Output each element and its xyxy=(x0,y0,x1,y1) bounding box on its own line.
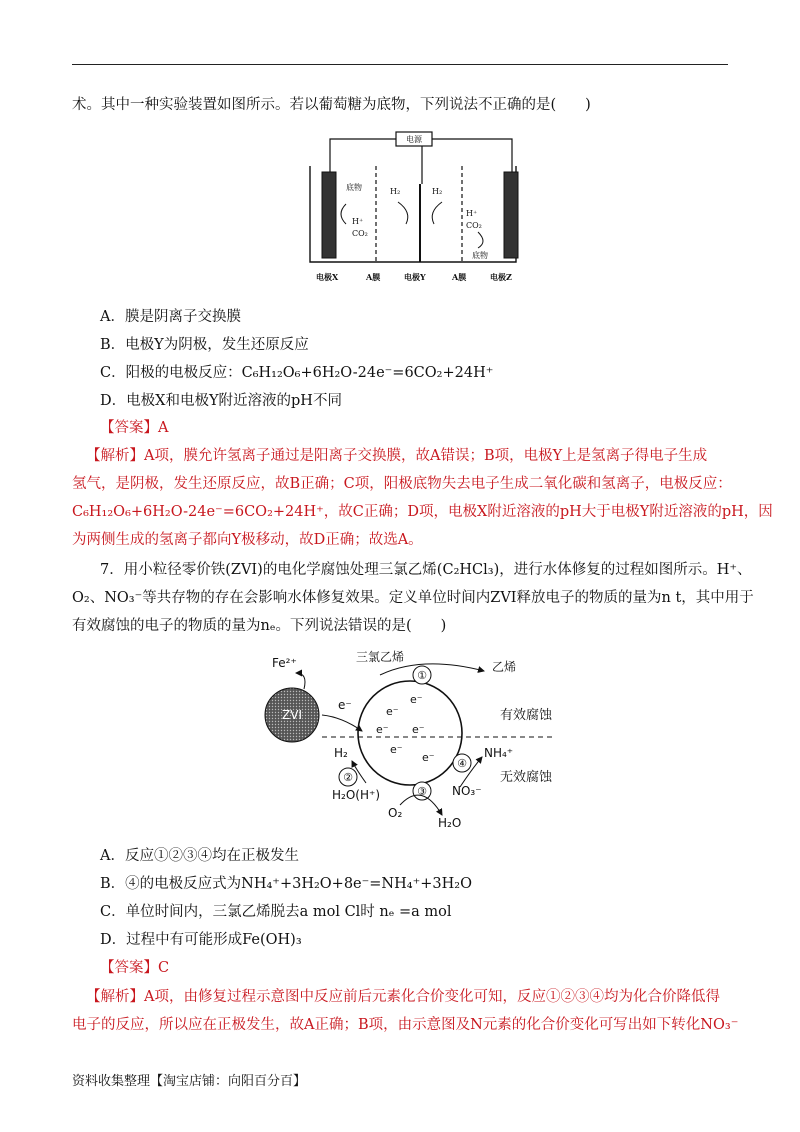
q6-option-c: C．阳极的电极反应：C₆H₁₂O₆+6H₂O-24e⁻=6CO₂+24H⁺ xyxy=(100,365,494,381)
ineffective-label: 无效腐蚀 xyxy=(500,770,553,785)
nh4-label: NH₄⁺ xyxy=(484,746,514,760)
electron-2: e⁻ xyxy=(410,693,423,706)
electron-path: e⁻ xyxy=(338,698,352,712)
q7-zvi-figure xyxy=(262,645,562,831)
q7-analysis-line-2: 电子的反应，所以应在正极发生，故A正确；B项，由示意图及N元素的化合价变化可写出如下转化NO₃⁻ xyxy=(72,1017,739,1033)
q7-stem-line-1: 7．用小粒径零价铁(ZVI)的电化学腐蚀处理三氯乙烯(C₂HCl₃)，进行水体修复的过程如图所示。H⁺、 xyxy=(100,562,752,578)
q6-stem: 术。其中一种实验装置如图所示。若以葡萄糖为底物，下列说法不正确的是( ) xyxy=(72,97,591,113)
h-plus-left: H⁺ xyxy=(352,217,364,226)
q6-analysis-line-4: 为两侧生成的氢离子都向Y极移动，故D正确；故选A。 xyxy=(72,532,423,548)
ethylene-label: 乙烯 xyxy=(492,660,517,674)
q6-analysis-line-3: C₆H₁₂O₆+6H₂O-24e⁻=6CO₂+24H⁺，故C正确；D项，电极X附近溶液的pH大于电极Y附近溶液的pH，因 xyxy=(72,504,773,520)
h2o-label: H₂O xyxy=(438,816,462,830)
circle-1: ① xyxy=(417,669,427,682)
electron-3: e⁻ xyxy=(376,723,389,736)
q7-stem-line-3: 有效腐蚀的电子的物质的量为nₑ。下列说法错误的是( ) xyxy=(72,618,447,634)
q6-option-a: A．膜是阴离子交换膜 xyxy=(100,309,241,325)
substrate-right: 底物 xyxy=(472,251,488,260)
substrate-left: 底物 xyxy=(346,183,362,192)
label-electrode-x: 电极X xyxy=(316,272,339,282)
tce-label: 三氯乙烯 xyxy=(356,650,405,664)
h2-right: H₂ xyxy=(432,187,443,196)
q6-electrolysis-figure xyxy=(302,124,524,286)
q7-option-b: B．④的电极反应式为NH₄⁺+3H₂O+8e⁻=NH₄⁺+3H₂O xyxy=(100,876,472,892)
effective-label: 有效腐蚀 xyxy=(500,708,553,723)
no3-label: NO₃⁻ xyxy=(452,784,482,798)
co2-left: CO₂ xyxy=(352,229,368,238)
label-membrane-a2: A膜 xyxy=(452,272,467,282)
circle-2: ② xyxy=(343,771,353,784)
electron-4: e⁻ xyxy=(412,723,425,736)
header-rule xyxy=(72,64,728,65)
fe2-label: Fe²⁺ xyxy=(272,656,297,670)
q6-analysis-line-2: 氢气，是阴极，发生还原反应，故B正确；C项，阳极底物失去电子生成二氧化碳和氢离子，电极反应： xyxy=(72,476,732,492)
o2-label: O₂ xyxy=(388,806,403,820)
q7-answer: 【答案】C xyxy=(100,960,170,976)
q7-option-c: C．单位时间内，三氯乙烯脱去a mol Cl时 nₑ =a mol xyxy=(100,904,452,920)
q6-answer: 【答案】A xyxy=(100,420,169,436)
circle-4: ④ xyxy=(457,757,467,770)
circle-3: ③ xyxy=(417,785,427,798)
electrode-z xyxy=(504,172,518,258)
power-label: 电源 xyxy=(406,135,422,144)
q7-analysis-line-1: 【解析】A项，由修复过程示意图中反应前后元素化合价变化可知，反应①②③④均为化合价降低得 xyxy=(86,989,720,1005)
h2o-h-label: H₂O(H⁺) xyxy=(332,788,380,802)
label-membrane-a1: A膜 xyxy=(366,272,381,282)
q7-option-d: D．过程中有可能形成Fe(OH)₃ xyxy=(100,932,302,948)
electron-1: e⁻ xyxy=(386,705,399,718)
electron-6: e⁻ xyxy=(422,751,435,764)
h-plus-right: H⁺ xyxy=(466,209,478,218)
q6-option-b: B．电极Y为阴极，发生还原反应 xyxy=(100,337,309,353)
q7-option-a: A．反应①②③④均在正极发生 xyxy=(100,848,299,864)
electrode-x xyxy=(322,172,336,258)
zvi-label: ZVI xyxy=(282,708,302,722)
label-electrode-z: 电极Z xyxy=(490,272,512,282)
electron-5: e⁻ xyxy=(390,743,403,756)
page-footer: 资料收集整理【淘宝店铺：向阳百分百】 xyxy=(72,1074,307,1089)
q6-analysis-line-1: 【解析】A项，膜允许氢离子通过是阳离子交换膜，故A错误；B项，电极Y上是氢离子得电子生成 xyxy=(86,448,708,464)
h2-left: H₂ xyxy=(390,187,401,196)
q7-stem-line-2: O₂、NO₃⁻等共存物的存在会影响水体修复效果。定义单位时间内ZVI释放电子的物质的量为n t，其中用于 xyxy=(72,590,754,606)
q6-option-d: D．电极X和电极Y附近溶液的pH不同 xyxy=(100,393,342,409)
co2-right: CO₂ xyxy=(466,221,482,230)
h2-label: H₂ xyxy=(334,746,348,760)
label-electrode-y: 电极Y xyxy=(404,272,426,282)
